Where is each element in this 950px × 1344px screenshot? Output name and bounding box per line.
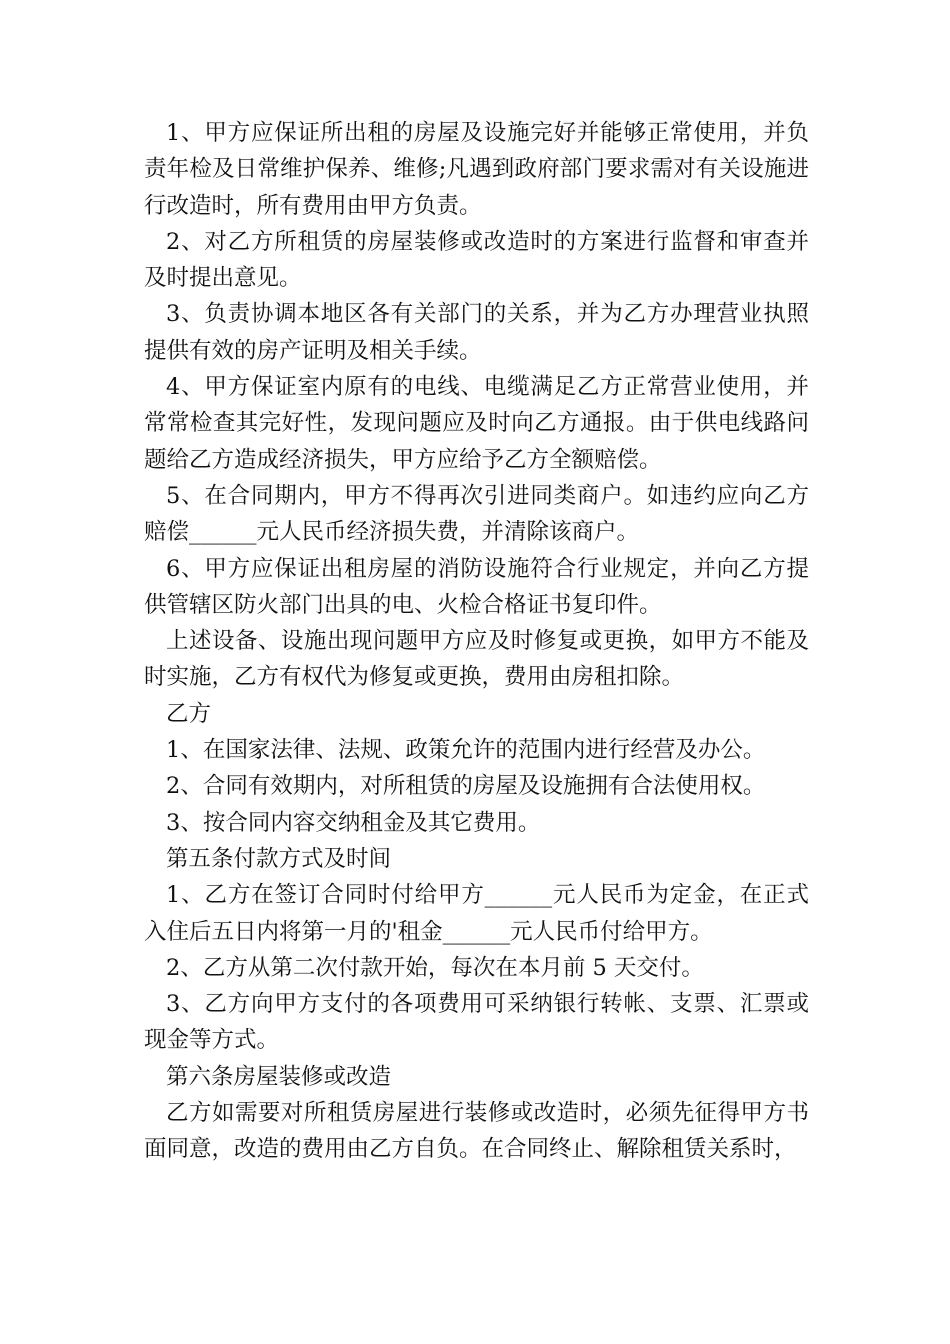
document-body: [144, 115, 809, 1168]
clause-paragraph: 3、按合同内容交纳租金及其它费用。: [166, 809, 541, 836]
clause-paragraph: 4、甲方保证室内原有的电线、电缆满足乙方正常营业使用，并常常检查其完好性，发现问题应及时向乙方通报。由于供电线路问题给乙方造成经济损失，甲方应给予乙方全额赔偿。: [144, 374, 809, 473]
clause-paragraph: 1、在国家法律、法规、政策允许的范围内进行经营及办公。: [166, 737, 766, 764]
clause-paragraph: 1、甲方应保证所出租的房屋及设施完好并能够正常使用，并负责年检及日常维护保养、维修;凡遇到政府部门要求需对有关设施进行改造时，所有费用由甲方负责。: [144, 120, 809, 219]
section-heading: 第五条付款方式及时间: [166, 845, 392, 872]
clause-paragraph: 上述设备、设施出现问题甲方应及时修复或更换，如甲方不能及时实施，乙方有权代为修复或更换，费用由房租扣除。: [144, 628, 809, 691]
clause-paragraph: 2、合同有效期内，对所租赁的房屋及设施拥有合法使用权。: [166, 773, 766, 800]
section-heading: 乙方: [166, 700, 212, 727]
clause-paragraph: 1、乙方在签订合同时付给甲方______元人民币为定金，在正式入住后五日内将第一月的'租金______元人民币付给甲方。: [144, 882, 809, 945]
clause-paragraph: 乙方如需要对所租赁房屋进行装修或改造时，必须先征得甲方书面同意，改造的费用由乙方自负。在合同终止、解除租赁关系时，: [144, 1100, 809, 1163]
clause-paragraph: 3、乙方向甲方支付的各项费用可采纳银行转帐、支票、汇票或现金等方式。: [144, 991, 809, 1054]
clause-paragraph: 2、乙方从第二次付款开始，每次在本月前 5 天交付。: [166, 954, 704, 981]
clause-paragraph: 6、甲方应保证出租房屋的消防设施符合行业规定，并向乙方提供管辖区防火部门出具的电、火检合格证书复印件。: [144, 555, 809, 618]
section-heading: 第六条房屋装修或改造: [166, 1063, 392, 1090]
clause-paragraph: 2、对乙方所租赁的房屋装修或改造时的方案进行监督和审查并及时提出意见。: [144, 228, 809, 292]
clause-paragraph: 5、在合同期内，甲方不得再次引进同类商户。如违约应向乙方赔偿______元人民币经济损失费，并清除该商户。: [144, 482, 809, 546]
clause-paragraph: 3、负责协调本地区各有关部门的关系，并为乙方办理营业执照提供有效的房产证明及相关手续。: [144, 301, 809, 364]
